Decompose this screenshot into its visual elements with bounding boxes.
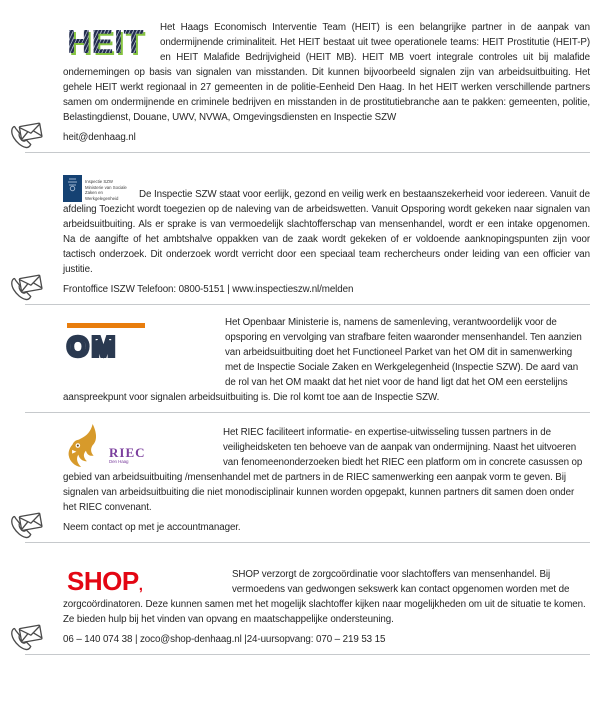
riec-paragraph-block: [25, 425, 590, 515]
shop-contact-info[interactable]: 06 – 140 074 38 | zoco@shop-denhaag.nl |24-uursopvang: 070 – 219 53 15: [63, 633, 386, 645]
heit-body-text: Het Haags Economisch Interventie Team (HEIT) is een belangrijke partner in de aanpak van ondermijnende criminaliteit. Het HEIT bestaat uit twee operationele teams: HEIT Prostitutie (HEIT-P) en HEIT Malafide Bedrijvigheid (HEIT MB). HEIT MB voert integrale controles uit bij malafide ondernemingen op basis van signalen van misstanden. Dit kunnen bijvoorbeeld signalen zijn van arbeidsuitbuiting. Het gehele HEIT werkt regionaal in 27 gemeenten in de politie-Eenheid Den Haag. In het HEIT werken verschillende partners samen om ondermijnende en criminele bedrijven en misstanden in de prostitutiebranche aan te pakken: gemeenten, politie, Belastingdienst, Douane, UWV, NVWA, Omgevingsdiensten en Inspectie SZW: [63, 22, 590, 123]
riec-logo-text: RIEC: [109, 444, 146, 460]
phone-envelope-icon: [8, 273, 46, 303]
rijksoverheid-coat-of-arms-icon: [63, 175, 82, 202]
heit-logo-text: HEIT: [67, 23, 145, 60]
iszw-logo-line1: Inspectie SZW: [85, 179, 113, 184]
om-logo: [67, 321, 219, 367]
phone-envelope-icon: [8, 121, 46, 151]
section-riec: [25, 425, 590, 543]
iszw-logo-line3: Werkgelegenheid: [85, 195, 119, 201]
shop-logo-text: SHOP: [67, 566, 139, 596]
shop-contact-row: [25, 631, 590, 647]
divider: [25, 654, 590, 655]
shop-body-text: SHOP verzorgt de zorgcoördinatie voor slachtoffers van mensenhandel. Bij vermoedens van gedwongen sekswerk kan contact opgenomen worden met de zorgcoördinatoren. Deze kunnen samen met het mogelijk slachtoffer kijken naar mogelijkheden om uit de situatie te komen. Ze bieden hulp bij het vinden van opvang en maatschappelijke ondersteuning.: [63, 569, 586, 625]
riec-contact-note: Neem contact op met je accountmanager.: [63, 521, 241, 533]
shop-logo: [67, 567, 227, 596]
section-shop: [25, 567, 590, 655]
iszw-paragraph-block: [25, 179, 590, 277]
riec-contact-row: [25, 519, 590, 535]
divider: [25, 304, 590, 305]
phone-envelope-icon: [8, 511, 46, 541]
section-inspectie-szw: [25, 179, 590, 305]
riec-logo: [63, 425, 218, 471]
iszw-contact-info[interactable]: Frontoffice ISZW Telefoon: 0800-5151 | www.inspectieszw.nl/melden: [63, 283, 354, 295]
om-body-text: Het Openbaar Ministerie is, namens de samenleving, verantwoordelijk voor de opsporing en vervolging van strafbare feiten waaronder mensenhandel. Ten aanzien van arbeidsuitbuiting doet het Functioneel Parket van het OM dit in samenwerking met de Inspectie Sociale Zaken en Werkgelegenheid (Inspectie SZW). De aard van de rol van het OM maakt dat het niet voor de hand ligt dat het OM een eerstelijns aanspreekpunt voor signalen arbeidsuitbuiting is. Die rol komt toe aan de Inspectie SZW.: [63, 317, 582, 403]
iszw-contact-row: [25, 281, 590, 297]
riec-logo-subtext: Den Haag: [109, 458, 129, 464]
iszw-body-text: De Inspectie SZW staat voor eerlijk, gezond en veilig werk en bestaanszekerheid voor iedereen. Vanuit de afdeling Toezicht wordt toegezien op de naleving van de arbeidswetten. Vanuit Opsporing wordt gekeken naar signalen van arbeidsuitbuiting. Als er sprake is van vermoedelijk slachtofferschap van mensenhandel, wordt er een intake opgenomen. Na de aangifte of het ambtshalve oppakken van de zaak wordt gekeken of er voldoende aanknopingspunten zijn voor tactisch onderzoek. Dit onderzoek wordt verricht door een speciaal team rechercheurs onder leiding van een officier van justitie.: [63, 189, 590, 275]
phone-envelope-icon: [8, 623, 46, 653]
heit-contact-email[interactable]: heit@denhaag.nl: [63, 131, 136, 143]
iszw-logo-line2: Ministerie van Sociale Zaken en: [85, 184, 127, 196]
divider: [25, 412, 590, 413]
heit-paragraph-block: [25, 20, 590, 125]
divider: [25, 542, 590, 543]
section-heit: [25, 20, 590, 153]
om-logo-text: OM: [67, 331, 119, 362]
riec-body-text: Het RIEC faciliteert informatie- en expertise-uitwisseling tussen partners in de veiligheidsketen ten behoeve van de aanpak van ondermijning. Naast het uitvoeren van fenomeenonderzoeken biedt het RIEC een platform om in concrete casussen op gebied van arbeidsuitbuiting /mensenhandel met de partners in de RIEC samenwerking een aanpak vorm te geven. Bij signalen van arbeidsuitbuiting die niet monodisciplinair kunnen worden opgepakt, kunnen partners dit samen doen onder het RIEC convenant.: [63, 427, 583, 513]
om-paragraph-block: [25, 315, 590, 405]
inspectie-szw-logo: [63, 175, 137, 203]
heit-logo: [67, 22, 154, 62]
heit-contact-row: [25, 129, 590, 145]
om-logo-orange-bar: [67, 323, 145, 328]
shop-logo-accent: ,: [138, 577, 143, 594]
section-om: [25, 315, 590, 413]
riec-owl-icon: [63, 423, 107, 474]
divider: [25, 152, 590, 153]
shop-paragraph-block: [25, 567, 590, 627]
